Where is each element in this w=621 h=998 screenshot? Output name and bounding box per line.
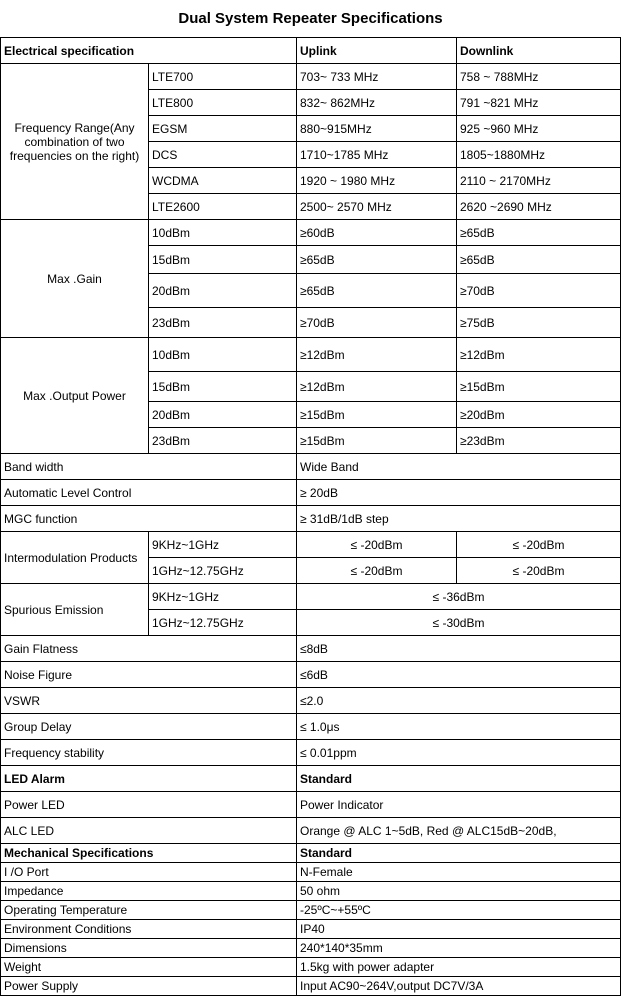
- table-row: [1, 882, 621, 901]
- page-title: Dual System Repeater Specifications: [178, 10, 443, 27]
- table-row: [1, 766, 621, 792]
- noise-figure-value: ≤6dB: [297, 662, 621, 688]
- table-row: [1, 939, 621, 958]
- frequency-range-label: Frequency Range(Any combination of two frequencies on the right): [1, 64, 149, 220]
- table-row: [1, 818, 621, 844]
- table-row: [1, 844, 621, 863]
- power-cell: 15dBm: [149, 372, 297, 402]
- uplink-cell: 880~915MHz: [297, 116, 457, 142]
- range-cell: 1GHz~12.75GHz: [149, 610, 297, 636]
- power-supply-value: Input AC90~264V,output DC7V/3A: [297, 977, 621, 996]
- uplink-cell: ≥15dBm: [297, 402, 457, 428]
- environment-label: Environment Conditions: [1, 920, 297, 939]
- downlink-cell: ≥65dB: [457, 220, 621, 246]
- weight-label: Weight: [1, 958, 297, 977]
- frequency-stability-label: Frequency stability: [1, 740, 297, 766]
- power-cell: 15dBm: [149, 246, 297, 274]
- power-cell: 10dBm: [149, 338, 297, 372]
- alc-led-label: ALC LED: [1, 818, 297, 844]
- header-downlink: Downlink: [457, 38, 621, 64]
- table-row: [1, 506, 621, 532]
- downlink-cell: ≥65dB: [457, 246, 621, 274]
- mgc-label: MGC function: [1, 506, 297, 532]
- uplink-cell: ≥60dB: [297, 220, 457, 246]
- led-alarm-value: Standard: [297, 766, 621, 792]
- band-width-value: Wide Band: [297, 454, 621, 480]
- band-cell: WCDMA: [149, 168, 297, 194]
- table-row: [1, 220, 621, 246]
- band-cell: DCS: [149, 142, 297, 168]
- downlink-cell: ≥12dBm: [457, 338, 621, 372]
- downlink-cell: ≤ -20dBm: [457, 558, 621, 584]
- power-cell: 20dBm: [149, 402, 297, 428]
- table-row: [1, 920, 621, 939]
- power-cell: 23dBm: [149, 308, 297, 338]
- table-row: [1, 64, 621, 90]
- uplink-cell: ≤ -20dBm: [297, 558, 457, 584]
- table-row: [1, 977, 621, 996]
- uplink-cell: ≥70dB: [297, 308, 457, 338]
- uplink-cell: 703~ 733 MHz: [297, 64, 457, 90]
- io-port-label: I /O Port: [1, 863, 297, 882]
- operating-temperature-label: Operating Temperature: [1, 901, 297, 920]
- downlink-cell: ≥75dB: [457, 308, 621, 338]
- range-cell: 9KHz~1GHz: [149, 532, 297, 558]
- gain-flatness-value: ≤8dB: [297, 636, 621, 662]
- mgc-value: ≥ 31dB/1dB step: [297, 506, 621, 532]
- noise-figure-label: Noise Figure: [1, 662, 297, 688]
- operating-temperature-value: -25ºC~+55ºC: [297, 901, 621, 920]
- max-output-power-label: Max .Output Power: [1, 338, 149, 454]
- downlink-cell: ≥70dB: [457, 274, 621, 308]
- range-cell: 1GHz~12.75GHz: [149, 558, 297, 584]
- downlink-cell: ≤ -20dBm: [457, 532, 621, 558]
- band-width-label: Band width: [1, 454, 297, 480]
- uplink-cell: 2500~ 2570 MHz: [297, 194, 457, 220]
- impedance-value: 50 ohm: [297, 882, 621, 901]
- alc-label: Automatic Level Control: [1, 480, 297, 506]
- downlink-cell: 791 ~821 MHz: [457, 90, 621, 116]
- spurious-value: ≤ -30dBm: [297, 610, 621, 636]
- uplink-cell: ≥65dB: [297, 274, 457, 308]
- downlink-cell: 2110 ~ 2170MHz: [457, 168, 621, 194]
- gain-flatness-label: Gain Flatness: [1, 636, 297, 662]
- table-row: [1, 662, 621, 688]
- led-alarm-label: LED Alarm: [1, 766, 297, 792]
- uplink-cell: ≤ -20dBm: [297, 532, 457, 558]
- spec-table: [0, 37, 621, 996]
- group-delay-value: ≤ 1.0μs: [297, 714, 621, 740]
- spurious-emission-label: Spurious Emission: [1, 584, 149, 636]
- spurious-value: ≤ -36dBm: [297, 584, 621, 610]
- header-electrical: Electrical specification: [1, 38, 297, 64]
- uplink-cell: 832~ 862MHz: [297, 90, 457, 116]
- mechanical-spec-value: Standard: [297, 844, 621, 863]
- downlink-cell: 925 ~960 MHz: [457, 116, 621, 142]
- power-cell: 10dBm: [149, 220, 297, 246]
- uplink-cell: ≥65dB: [297, 246, 457, 274]
- band-cell: LTE700: [149, 64, 297, 90]
- vswr-value: ≤2.0: [297, 688, 621, 714]
- dimensions-value: 240*140*35mm: [297, 939, 621, 958]
- power-led-label: Power LED: [1, 792, 297, 818]
- vswr-label: VSWR: [1, 688, 297, 714]
- band-cell: LTE800: [149, 90, 297, 116]
- band-cell: LTE2600: [149, 194, 297, 220]
- range-cell: 9KHz~1GHz: [149, 584, 297, 610]
- uplink-cell: ≥12dBm: [297, 372, 457, 402]
- intermodulation-label: Intermodulation Products: [1, 532, 149, 584]
- environment-value: IP40: [297, 920, 621, 939]
- table-row: [1, 338, 621, 372]
- alc-value: ≥ 20dB: [297, 480, 621, 506]
- downlink-cell: 1805~1880MHz: [457, 142, 621, 168]
- weight-value: 1.5kg with power adapter: [297, 958, 621, 977]
- downlink-cell: 758 ~ 788MHz: [457, 64, 621, 90]
- group-delay-label: Group Delay: [1, 714, 297, 740]
- table-row: [1, 901, 621, 920]
- downlink-cell: ≥20dBm: [457, 402, 621, 428]
- max-gain-label: Max .Gain: [1, 220, 149, 338]
- band-cell: EGSM: [149, 116, 297, 142]
- table-row: [1, 636, 621, 662]
- downlink-cell: 2620 ~2690 MHz: [457, 194, 621, 220]
- table-row: [1, 480, 621, 506]
- table-row: [1, 740, 621, 766]
- mechanical-spec-label: Mechanical Specifications: [1, 844, 297, 863]
- impedance-label: Impedance: [1, 882, 297, 901]
- table-row: [1, 714, 621, 740]
- dimensions-label: Dimensions: [1, 939, 297, 958]
- power-supply-label: Power Supply: [1, 977, 297, 996]
- uplink-cell: 1920 ~ 1980 MHz: [297, 168, 457, 194]
- frequency-stability-value: ≤ 0.01ppm: [297, 740, 621, 766]
- uplink-cell: 1710~1785 MHz: [297, 142, 457, 168]
- table-row: [1, 584, 621, 610]
- alc-led-value: Orange @ ALC 1~5dB, Red @ ALC15dB~20dB,: [297, 818, 621, 844]
- downlink-cell: ≥15dBm: [457, 372, 621, 402]
- table-row: [1, 532, 621, 558]
- table-row: [1, 454, 621, 480]
- power-led-value: Power Indicator: [297, 792, 621, 818]
- table-row: [1, 863, 621, 882]
- table-row: [1, 958, 621, 977]
- uplink-cell: ≥15dBm: [297, 428, 457, 454]
- header-uplink: Uplink: [297, 38, 457, 64]
- downlink-cell: ≥23dBm: [457, 428, 621, 454]
- uplink-cell: ≥12dBm: [297, 338, 457, 372]
- table-header-row: [1, 38, 621, 64]
- power-cell: 23dBm: [149, 428, 297, 454]
- power-cell: 20dBm: [149, 274, 297, 308]
- io-port-value: N-Female: [297, 863, 621, 882]
- table-row: [1, 688, 621, 714]
- table-row: [1, 792, 621, 818]
